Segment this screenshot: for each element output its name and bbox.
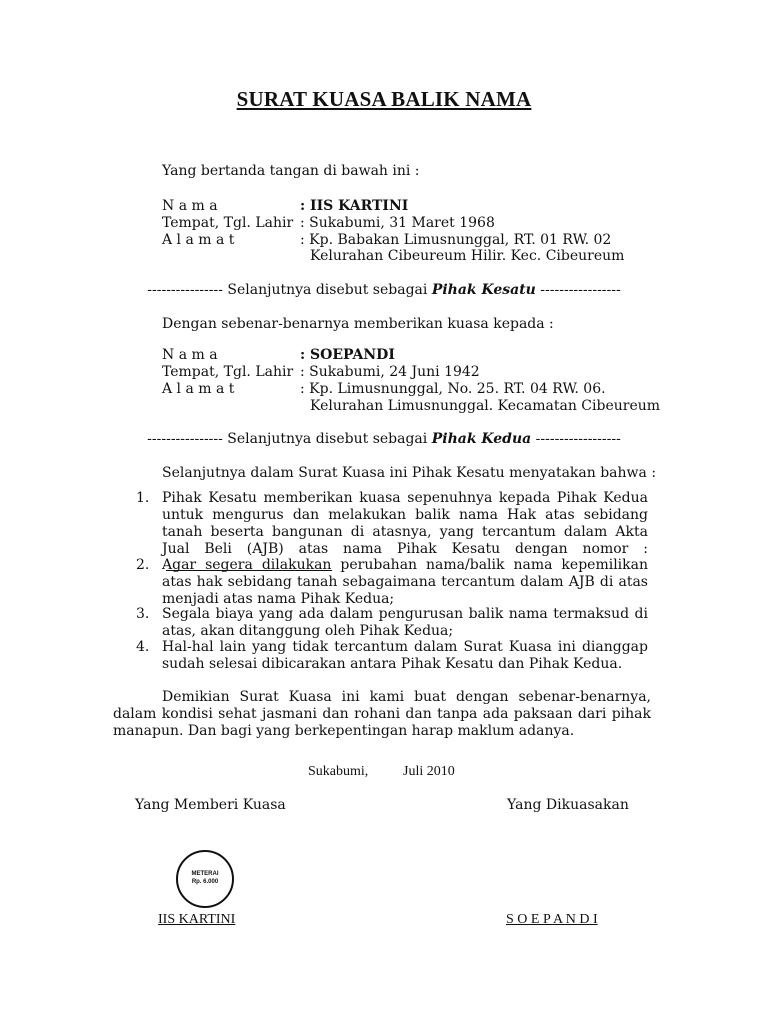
point-number: 2. xyxy=(136,557,150,573)
signing-date: Juli 2010 xyxy=(403,764,455,779)
point-1-text: Pihak Kesatu memberikan kuasa sepenuhnya kepada Pihak Kedua untuk mengurus dan melakukan balik nama Hak atas sebidang tanah beserta bangunan di atasnya, yang tercantum dalam Akta Jual Beli (AJB) atas nama Pihak Kesatu dengan nomor : xyxy=(162,490,648,557)
statement-intro-text: Selanjutnya dalam Surat Kuasa ini Pihak Kesatu menyatakan bahwa : xyxy=(162,465,657,481)
grant-intro-text: Dengan sebenar-benarnya memberikan kuasa kepada : xyxy=(162,316,554,332)
signing-place: Sukabumi, xyxy=(308,764,369,779)
intro-text: Yang bertanda tangan di bawah ini : xyxy=(162,163,420,179)
first-party-name-label: N a m a xyxy=(162,198,218,214)
point-number: 4. xyxy=(136,639,150,655)
separator-pihak-kedua xyxy=(0,431,768,448)
separator-2-left: ---------------- Selanjutnya disebut sebagai xyxy=(147,431,432,447)
first-party-address-line2: Kelurahan Cibeureum Hilir. Kec. Cibeureum xyxy=(310,248,625,264)
separator-1-left: ---------------- Selanjutnya disebut sebagai xyxy=(147,282,432,298)
stamp-line-2: Rp. 6.000 xyxy=(191,879,219,885)
first-party-address-line1: : Kp. Babakan Limusnunggal, RT. 01 RW. 02 xyxy=(300,232,612,248)
second-party-birth-label: Tempat, Tgl. Lahir xyxy=(162,364,294,380)
first-party-birth-value: : Sukabumi, 31 Maret 1968 xyxy=(300,215,495,231)
second-party-address-label: A l a m a t xyxy=(162,381,235,397)
separator-2-emphasis: Pihak Kedua xyxy=(431,431,532,447)
point-text: Segala biaya yang ada dalam pengurusan balik nama termaksud di atas, akan ditanggung oleh Pihak Kedua; xyxy=(162,606,648,639)
meterai-stamp xyxy=(176,850,234,908)
grantor-signature-name: IIS KARTINI xyxy=(158,912,236,927)
grantor-label: Yang Memberi Kuasa xyxy=(135,797,286,813)
second-party-address-line2: Kelurahan Limusnunggal. Kecamatan Cibeureum xyxy=(310,398,661,414)
grantee-signature-name: S O E P A N D I xyxy=(506,912,598,927)
separator-2-right: ------------------ xyxy=(531,431,621,447)
first-party-birth-label: Tempat, Tgl. Lahir xyxy=(162,215,294,231)
first-party-address-label: A l a m a t xyxy=(162,232,235,248)
point-text: Agar segera dilakukan perubahan nama/balik nama kepemilikan atas hak sebidang tanah sebagaimana tercantum dalam AJB di atas menjadi atas nama Pihak Kedua; xyxy=(162,557,648,607)
second-party-birth-value: : Sukabumi, 24 Juni 1942 xyxy=(300,364,480,380)
stamp-line-1: METERAI xyxy=(191,871,219,877)
separator-1-emphasis: Pihak Kesatu xyxy=(431,282,536,298)
first-party-name-value: : IIS KARTINI xyxy=(300,198,409,214)
point-number: 3. xyxy=(136,606,150,622)
separator-1-right: ----------------- xyxy=(535,282,621,298)
separator-pihak-kesatu xyxy=(0,282,768,299)
closing-paragraph: Demikian Surat Kuasa ini kami buat dengan sebenar-benarnya, dalam kondisi sehat jasmani dan rohani dan tanpa ada paksaan dari pihak manapun. Dan bagi yang berkepentingan harap maklum adanya. xyxy=(113,689,651,739)
second-party-address-line1: : Kp. Limusnunggal, No. 25. RT. 04 RW. 06. xyxy=(300,381,606,397)
grantee-label: Yang Dikuasakan xyxy=(507,797,629,813)
second-party-name-value: : SOEPANDI xyxy=(300,347,395,363)
second-party-name-label: N a m a xyxy=(162,347,218,363)
document-title: SURAT KUASA BALIK NAMA xyxy=(236,87,532,111)
point-text: Hal-hal lain yang tidak tercantum dalam Surat Kuasa ini dianggap sudah selesai dibicarakan antara Pihak Kesatu dan Pihak Kedua. xyxy=(162,639,648,672)
point-number: 1. xyxy=(136,490,150,506)
